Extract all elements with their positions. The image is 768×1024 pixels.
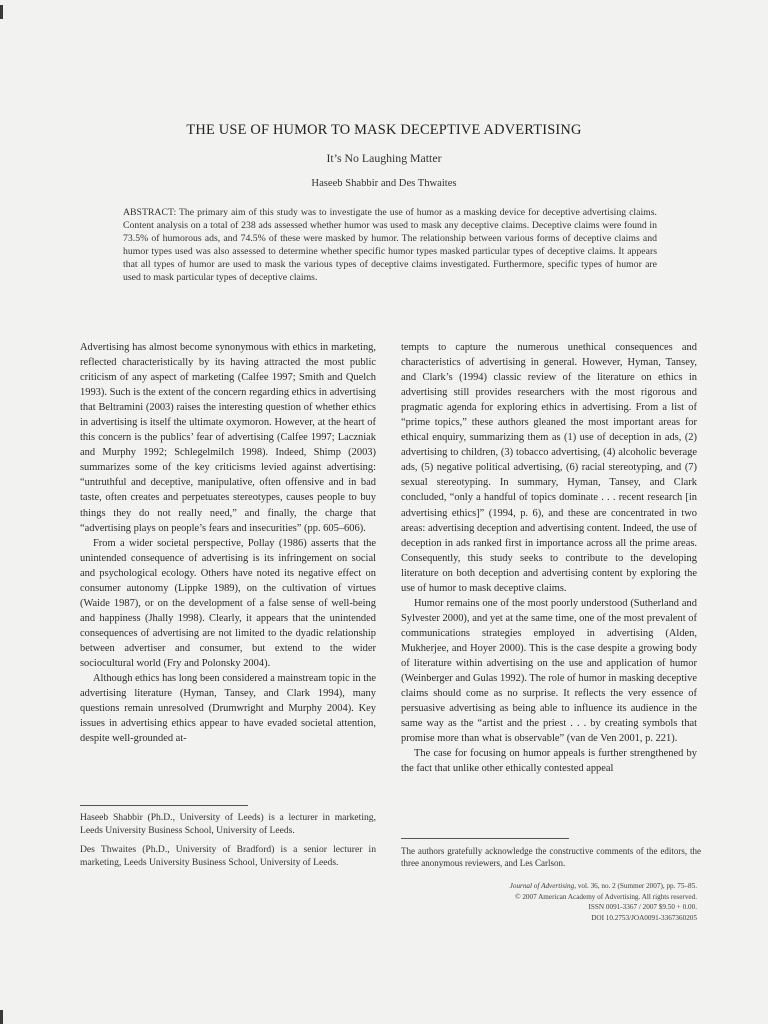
journal-name: Journal of Advertising [509,882,575,890]
body-paragraph: tempts to capture the numerous unethical consequences and characteristics of advertising in general. However, Hyman, Tansey, and Clark’s (1994) classic review of the literature on ethics in advertising still provides researchers with the most rigorous and pragmatic agenda for exploring ethics in advertising. From a list of “prime topics,” these authors gleaned the most important areas for ethical enquiry, summarizing them as (1) use of deception in ads, (2) advertising to children, (3) tobacco advertising, (4) alcoholic beverage ads, (5) negative political advertising, (6) racial stereotyping, and (7) sexual stereotyping. In summary, Hyman, Tansey, and Clark concluded, “only a handful of topics dominate . . . recent research [in advertising ethics]” (1994, p. 6), and these are concentrated in two areas: advertising deception and advertising content. Indeed, the use of deception in ads ranked first in importance across all the prime areas. Consequently, this study seeks to contribute to the developing literature on both deception and advertising content by exploring the use of humor to mask deceptive claims. [401,342,697,594]
author-name: Des Thwaites [80,844,137,855]
abstract: ABSTRACT: The primary aim of this study was to investigate the use of humor as a masking device for deceptive advertising claims. Content analysis on a total of 238 ads assessed whether humor was used to mask any deceptive claims. Deceptive claims were found in 73.5% of humorous ads, and 74.5% of these were masked by humor. The relationship between various forms of deceptive claims and humor types used was also assessed to determine whether specific humor types masked particular types of deceptive claims. It appears that all types of humor are used to mask the various types of deceptive claims investigated. Furthermore, specific types of humor are used to mask particular types of deceptive claims. [123,207,657,283]
body-column-right [401,340,697,776]
footnote-divider-right [401,838,569,839]
body-paragraph: Humor remains one of the most poorly understood (Sutherland and Sylvester 2000), and yet at the same time, one of the most prevalent of communications strategies employed in advertising (Alden, Mukherjee, and Hoyer 2000). This is the case despite a growing body of literature within advertising on the use and application of humor (Weinberger and Gulas 1992). The role of humor in masking deceptive claims should come as no surprise. It reflects the very essence of persuasive advertising as being able to influence its audience in the same way as the “artist and the priest . . . by creating symbols that promise more than what is observable” (van de Ven 2001, p. 221). [401,597,697,745]
body-paragraph: Advertising has almost become synonymous with ethics in marketing, reflected characteristically by its having attracted the most public criticism of any aspect of marketing (Calfee 1997; Smith and Quelch 1993). Such is the extent of the concern regarding ethics in advertising that Beltramini (2003) raises the interesting question of whether ethics in advertising is itself the ultimate oxymoron. However, at the heart of this concern is the publics’ fear of advertising (Calfee 1997; Laczniak and Murphy 1992; Schlegelmilch 1998). Indeed, Shimp (2003) summarizes some of the key criticisms levied against advertising: “untruthful and deceptive, manipulative, often offensive and in bad taste, often creates and perpetuates stereotypes, causes people to buy things they do not really need,” and finally, the charge that “advertising plays on people’s fears and insecurities” (pp. 605–606). [80,342,376,534]
author-affiliation: (Ph.D., University of Bradford) is a senior lecturer in marketing, Leeds University Business School, University of Leeds. [80,844,376,869]
body-column-left [80,340,376,746]
page-edge-mark-top [0,5,3,19]
article-authors: Haseeb Shabbir and Des Thwaites [311,178,457,189]
body-paragraph: Although ethics has long been considered a mainstream topic in the advertising literature (Hyman, Tansey, and Clark 1994), many questions remain unresolved (Drumwright and Murphy 2004). Key issues in advertising ethics appear to have evaded societal attention, despite well-grounded at- [80,673,376,745]
journal-issn: ISSN 0091-3367 / 2007 $9.50 + 0.00. [588,903,697,912]
page-edge-mark-bottom [0,1010,3,1024]
body-paragraph: From a wider societal perspective, Pollay (1986) asserts that the unintended consequence of advertising is its infringement on social and psychological ecology. Others have noted its negative effect on consumer autonomy (Lippke 1989), on the cultivation of virtues (Waide 1987), or on the development of a false sense of well-being and happiness (Jhally 1998). Clearly, it appears that the unintended consequences of advertising are not limited to the dyadic relationship between advertiser and consumer, but extend to the wider sociocultural world (Fry and Polonsky 2004). [80,537,376,669]
journal-citation [440,881,697,892]
body-paragraph: The case for focusing on humor appeals is further strengthened by the fact that unlike other ethically contested appeal [401,748,697,775]
author-footnote-shabbir [80,811,376,837]
journal-citation-block [440,881,697,923]
article-title: THE USE OF HUMOR TO MASK DECEPTIVE ADVERTISING [186,122,582,138]
journal-doi: DOI 10.2753/JOA0091-3367360205 [591,913,697,922]
journal-copyright: © 2007 American Academy of Advertising. All rights reserved. [515,892,697,901]
author-footnote-thwaites [80,843,376,869]
journal-details: , vol. 36, no. 2 (Summer 2007), pp. 75–85. [574,882,697,890]
author-affiliation: (Ph.D., University of Leeds) is a lecturer in marketing, Leeds University Business School, University of Leeds. [80,812,376,837]
acknowledgment-footnote: The authors gratefully acknowledge the constructive comments of the editors, the three anonymous reviewers, and Les Carlson. [401,846,701,869]
article-subtitle: It’s No Laughing Matter [326,151,442,165]
footnote-divider-left [80,805,248,806]
author-name: Haseeb Shabbir [80,812,143,823]
